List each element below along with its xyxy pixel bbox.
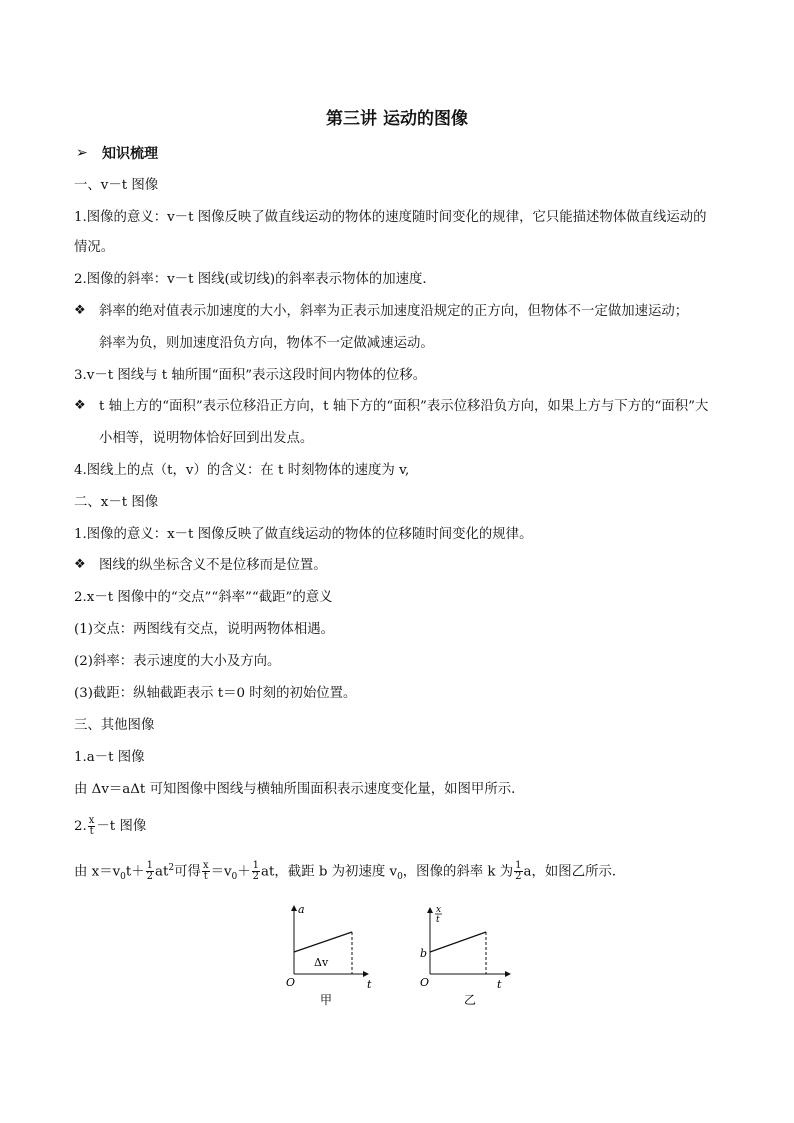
text-line: 3.v－t 图线与 t 轴所围“面积”表示这段时间内物体的位移。 [74, 368, 427, 383]
text-line: 二、x－t 图像 [74, 495, 159, 510]
text-line: 1.a－t 图像 [74, 750, 145, 765]
text-line: t 轴上方的“面积”表示位移沿正方向，t 轴下方的“面积”表示位移沿负方向，如果上方与下方的“面积”大 [99, 399, 709, 414]
text-line: 1.图像的意义：x－t 图像反映了做直线运动的物体的位移随时间变化的规律。 [74, 527, 533, 542]
text-line: 由 Δv＝aΔt 可知图像中图线与横轴所围面积表示速度变化量，如图甲所示． [74, 782, 525, 797]
x-axis-label: t [497, 978, 502, 991]
text-line: 4.图线上的点（t，v）的含义：在 t 时刻物体的速度为 v, [74, 463, 410, 478]
text-line: 2.图像的斜率：v－t 图线(或切线)的斜率表示物体的加速度． [74, 272, 436, 287]
graph-line [430, 932, 486, 952]
diamond-bullet-icon: ❖ [74, 398, 86, 413]
x-axis-label: t [367, 978, 372, 991]
figure-xt-t-graph [412, 900, 522, 1010]
text-line: 一、v－t 图像 [74, 178, 159, 193]
text-line: 斜率为负，则加速度沿负方向，物体不一定做减速运动。 [99, 336, 434, 351]
text-line: (1)交点：两图线有交点，说明两物体相遇。 [74, 622, 334, 637]
fraction-half: $\frac{1}{2}$ [252, 860, 260, 883]
origin-label: O [286, 976, 296, 989]
y-axis-label-den: t [436, 915, 440, 925]
section-heading: 知识梳理 [102, 146, 158, 162]
intercept-label: b [420, 947, 428, 960]
fraction-x-over-t: $\frac{x}{t}$ [88, 815, 95, 837]
graph-line [294, 932, 352, 952]
text-line-xt-graph: 2. $\frac{x}{t}$ －t 图像 [74, 815, 147, 837]
diamond-bullet-icon: ❖ [74, 557, 86, 572]
y-axis-label-num: x [436, 905, 442, 915]
figure-caption: 甲 [320, 993, 333, 1007]
text-line: (3)截距：纵轴截距表示 t＝0 时刻的初始位置。 [74, 686, 357, 701]
text-line: 1.图像的意义：v－t 图像反映了做直线运动的物体的速度随时间变化的规律，它只能描述物体做直线运动的 [74, 210, 707, 225]
text-line: 情况。 [74, 240, 115, 255]
area-label: Δv [314, 956, 329, 969]
figure-caption: 乙 [464, 993, 477, 1007]
figure-a-t-graph [280, 900, 390, 1010]
fraction-x-over-t: $\frac{x}{t}$ [202, 860, 209, 883]
text-line-formula: 由 $x=v_0t+$ $\frac{1}{2}$ $at^2$可得 $\frac{x}{t}$ $=v_0+$ $\frac{1}{2}$ at，截距 b 为初速度 $v_0$，图像的斜率 k 为 $\frac{1}{2}$ a，如图乙所示． [74, 860, 626, 883]
y-axis-label: a [298, 903, 305, 916]
text-line: (2)斜率：表示速度的大小及方向。 [74, 654, 281, 669]
text-line: 小相等，说明物体恰好回到出发点。 [99, 431, 314, 446]
text-line: 2.x－t 图像中的“交点”“斜率”“截距”的意义 [74, 590, 333, 605]
text-line: 斜率的绝对值表示加速度的大小，斜率为正表示加速度沿规定的正方向，但物体不一定做加速运动； [99, 304, 689, 319]
diamond-bullet-icon: ❖ [74, 303, 86, 318]
text-line: 三、其他图像 [74, 718, 155, 733]
fraction-half: $\frac{1}{2}$ [146, 860, 154, 883]
page-title: 第三讲 运动的图像 [326, 109, 468, 129]
origin-label: O [420, 976, 430, 989]
arrow-bullet-icon: ➢ [76, 145, 88, 161]
fraction-half: $\frac{1}{2}$ [515, 860, 522, 883]
text-line: 图线的纵坐标含义不是位移而是位置。 [99, 558, 327, 573]
